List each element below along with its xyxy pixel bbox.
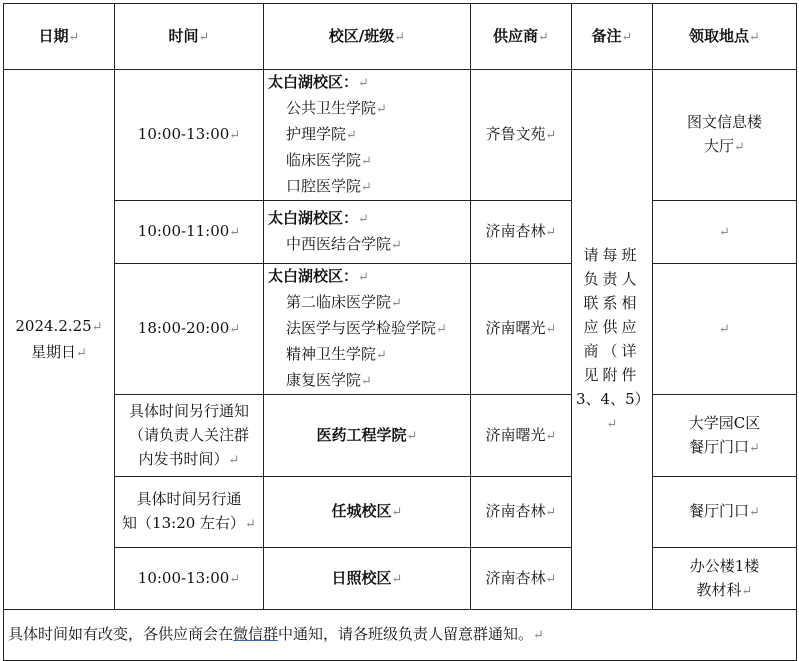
supplier-cell: 济南杏林↵ [471, 477, 572, 548]
wechat-group-text: 微信群 [233, 625, 279, 643]
location-cell: 办公楼1楼 教材科↵ [653, 548, 797, 610]
campus-cell: 任城校区↵ [264, 477, 471, 548]
footer-row [4, 610, 797, 661]
campus-cell: 太白湖校区：↵ 中西医结合学院↵ [264, 201, 471, 264]
table-row [4, 201, 797, 264]
time-cell: 具体时间另行通 知（13:20 左右）↵ [115, 477, 264, 548]
supplier-cell: 济南曙光↵ [471, 264, 572, 395]
header-date: 日期↵ [4, 4, 115, 70]
time-cell: 10:00-11:00↵ [115, 201, 264, 264]
schedule-table [3, 3, 797, 661]
remark-cell: 请每班 负责人 联系相 应供应 商（详 见附件 3、4、5）↵ [572, 70, 653, 610]
header-campus: 校区/班级↵ [264, 4, 471, 70]
campus-cell: 太白湖校区：↵ 第二临床医学院↵ 法医学与医学检验学院↵ 精神卫生学院↵ 康复医学院↵ [264, 264, 471, 395]
header-time: 时间↵ [115, 4, 264, 70]
footer-note: 具体时间如有改变，各供应商会在微信群中通知，请各班级负责人留意群通知。↵ [4, 610, 797, 661]
campus-cell: 医药工程学院↵ [264, 395, 471, 477]
table-row [4, 477, 797, 548]
location-cell: ↵ [653, 264, 797, 395]
table-row [4, 548, 797, 610]
supplier-cell: 济南杏林↵ [471, 548, 572, 610]
campus-cell: 日照校区↵ [264, 548, 471, 610]
table-row [4, 395, 797, 477]
table-row [4, 70, 797, 201]
header-remark: 备注↵ [572, 4, 653, 70]
location-cell: 大学园C区 餐厅门口↵ [653, 395, 797, 477]
location-cell: ↵ [653, 201, 797, 264]
location-cell: 图文信息楼 大厅↵ [653, 70, 797, 201]
location-cell: 餐厅门口↵ [653, 477, 797, 548]
header-row [4, 4, 797, 70]
supplier-cell: 济南曙光↵ [471, 395, 572, 477]
campus-cell: 太白湖校区：↵ 公共卫生学院↵ 护理学院↵ 临床医学院↵ 口腔医学院↵ [264, 70, 471, 201]
header-supplier: 供应商↵ [471, 4, 572, 70]
date-cell: 2024.2.25↵ 星期日↵ [4, 70, 115, 610]
time-cell: 具体时间另行通知 （请负责人关注群 内发书时间）↵ [115, 395, 264, 477]
supplier-cell: 齐鲁文苑↵ [471, 70, 572, 201]
header-location: 领取地点↵ [653, 4, 797, 70]
time-cell: 10:00-13:00↵ [115, 548, 264, 610]
table-row [4, 264, 797, 395]
time-cell: 10:00-13:00↵ [115, 70, 264, 201]
time-cell: 18:00-20:00↵ [115, 264, 264, 395]
supplier-cell: 济南杏林↵ [471, 201, 572, 264]
